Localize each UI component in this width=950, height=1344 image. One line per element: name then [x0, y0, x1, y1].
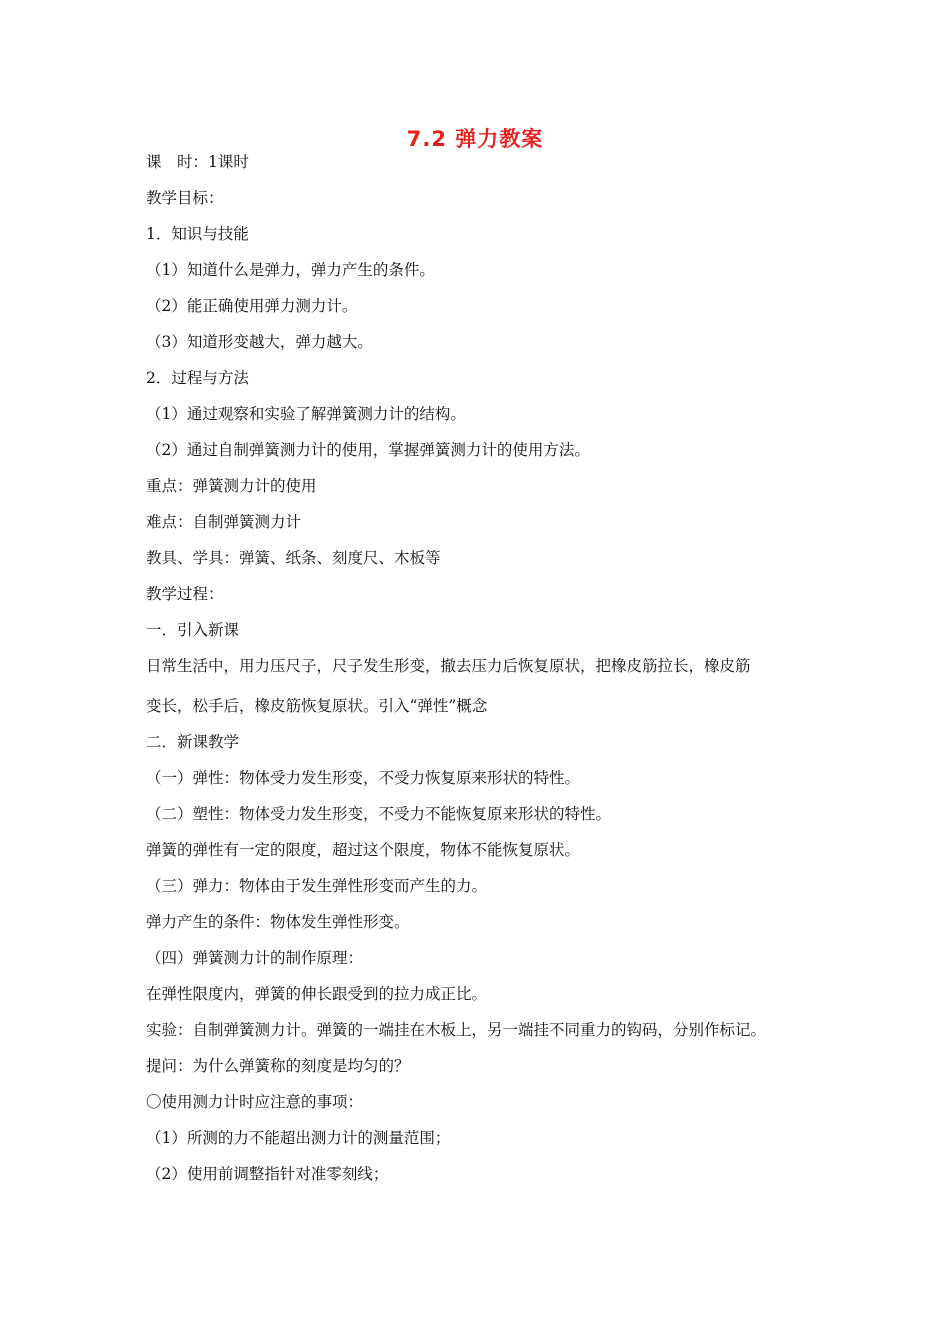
difficult-point: 难点：自制弹簧测力计	[146, 513, 302, 531]
precaution-item: （1）所测的力不能超出测力计的测量范围；	[146, 1129, 451, 1147]
paragraph-line: 日常生活中，用力压尺子，尺子发生形变，撤去压力后恢复原状，把橡皮筋拉长，橡皮筋	[146, 657, 751, 675]
lesson-duration: 课 时：1课时	[146, 153, 249, 171]
definition-plasticity: （二）塑性：物体受力发生形变，不受力不能恢复原来形状的特性。	[146, 805, 612, 823]
heading-knowledge-skills: 1．知识与技能	[146, 225, 249, 243]
paragraph-line: 变长，松手后，橡皮筋恢复原状。引入“弹性”概念	[146, 697, 488, 715]
heading-precautions: 〇使用测力计时应注意的事项：	[146, 1093, 364, 1111]
objective-item: （2）能正确使用弹力测力计。	[146, 297, 358, 315]
heading-spring-scale-principle: （四）弹簧测力计的制作原理：	[146, 949, 364, 967]
section-introduction: 一．引入新课	[146, 621, 240, 639]
section-new-lesson: 二．新课教学	[146, 733, 240, 751]
definition-elasticity: （一）弹性：物体受力发生形变，不受力恢复原来形状的特性。	[146, 769, 581, 787]
precaution-item: （2）使用前调整指针对准零刻线；	[146, 1165, 389, 1183]
objective-item: （3）知道形变越大，弹力越大。	[146, 333, 373, 351]
heading-teaching-process: 教学过程：	[146, 585, 224, 603]
objective-item: （1）通过观察和实验了解弹簧测力计的结构。	[146, 405, 466, 423]
definition-elastic-force: （三）弹力：物体由于发生弹性形变而产生的力。	[146, 877, 488, 895]
document-title: 7.2 弹力教案	[406, 127, 544, 151]
paragraph-line: 弹簧的弹性有一定的限度，超过这个限度，物体不能恢复原状。	[146, 841, 581, 859]
paragraph-line: 弹力产生的条件：物体发生弹性形变。	[146, 913, 410, 931]
experiment-line: 实验：自制弹簧测力计。弹簧的一端挂在木板上，另一端挂不同重力的钩码，分别作标记。	[146, 1021, 767, 1039]
paragraph-line: 在弹性限度内，弹簧的伸长跟受到的拉力成正比。	[146, 985, 488, 1003]
key-point: 重点：弹簧测力计的使用	[146, 477, 317, 495]
teaching-tools: 教具、学具：弹簧、纸条、刻度尺、木板等	[146, 549, 441, 567]
heading-process-methods: 2．过程与方法	[146, 369, 249, 387]
objective-item: （1）知道什么是弹力，弹力产生的条件。	[146, 261, 435, 279]
question-line: 提问：为什么弹簧称的刻度是均匀的？	[146, 1057, 410, 1075]
objective-item: （2）通过自制弹簧测力计的使用，掌握弹簧测力计的使用方法。	[146, 441, 590, 459]
heading-teaching-objectives: 教学目标：	[146, 189, 224, 207]
